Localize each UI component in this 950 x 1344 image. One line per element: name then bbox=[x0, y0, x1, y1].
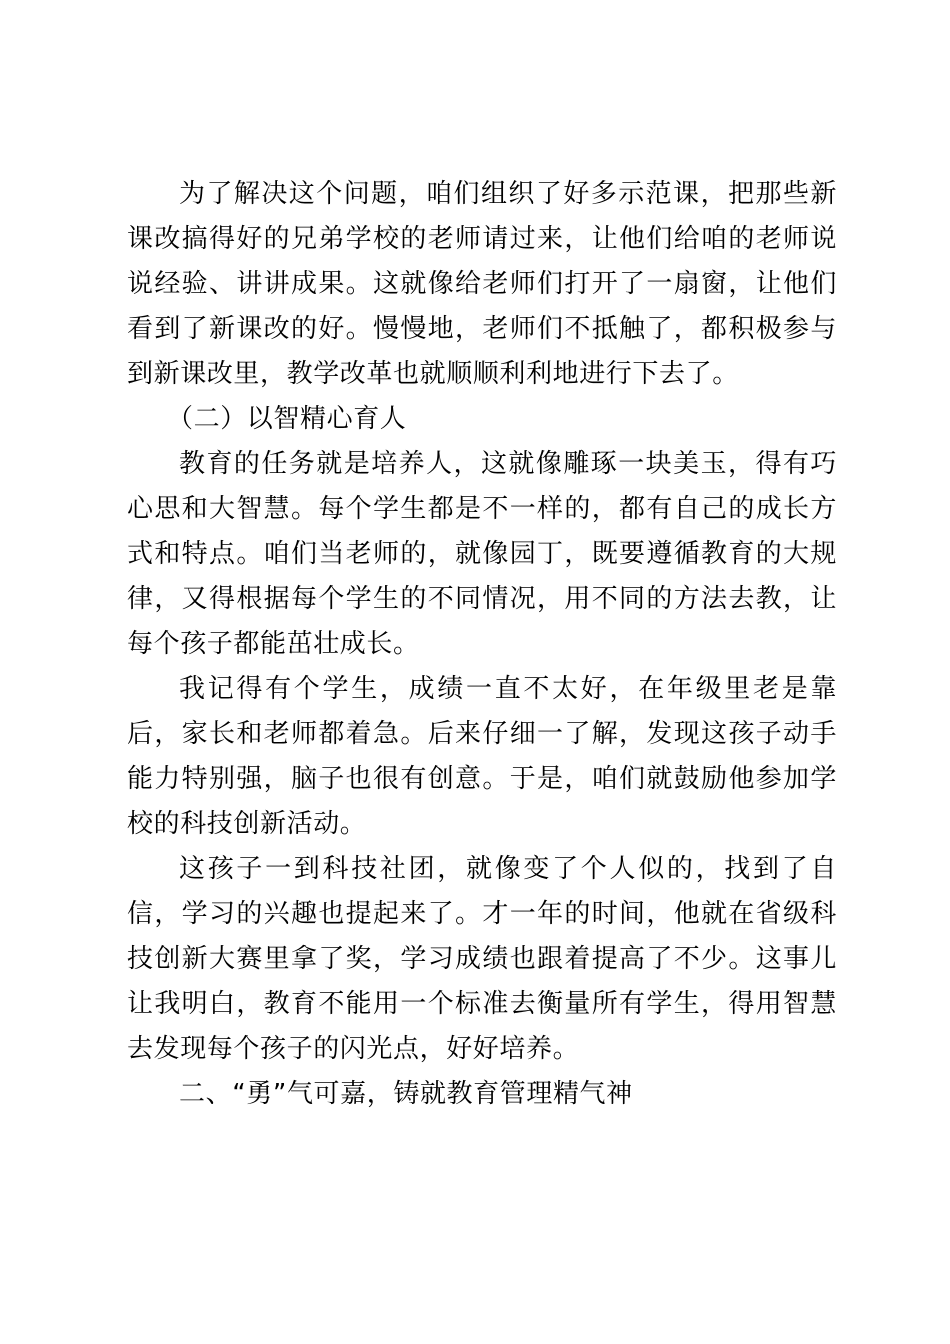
document-body bbox=[127, 172, 837, 1117]
chapter-heading-courage: 二、“勇”气可嘉，铸就教育管理精气神 bbox=[179, 1079, 633, 1109]
paragraph-student-story: 我记得有个学生，成绩一直不太好，在年级里老是靠后，家长和老师都着急。后来仔细一了解，发现这孩子动手能力特别强，脑子也很有创意。于是，咱们就鼓励他参加学校的科技创新活动。 bbox=[127, 674, 837, 839]
paragraph-demo-lessons: 为了解决这个问题，咱们组织了好多示范课，把那些新课改搞得好的兄弟学校的老师请过来，让他们给咱的老师说说经验、讲讲成果。这就像给老师们打开了一扇窗，让他们看到了新课改的好。慢慢地，老师们不抵触了，都积极参与到新课改里，教学改革也就顺顺利利地进行下去了。 bbox=[127, 179, 837, 389]
paragraph-tech-club: 这孩子一到科技社团，就像变了个人似的，找到了自信，学习的兴趣也提起来了。才一年的时间，他就在省级科技创新大赛里拿了奖，学习成绩也跟着提高了不少。这事儿让我明白，教育不能用一个标准去衡量所有学生，得用智慧去发现每个孩子的闪光点，好好培养。 bbox=[127, 854, 837, 1064]
section-heading-wisdom: （二）以智精心育人 bbox=[167, 404, 407, 434]
paragraph-educating-people: 教育的任务就是培养人，这就像雕琢一块美玉，得有巧心思和大智慧。每个学生都是不一样的，都有自己的成长方式和特点。咱们当老师的，就像园丁，既要遵循教育的大规律，又得根据每个学生的不同情况，用不同的方法去教，让每个孩子都能茁壮成长。 bbox=[127, 449, 837, 659]
